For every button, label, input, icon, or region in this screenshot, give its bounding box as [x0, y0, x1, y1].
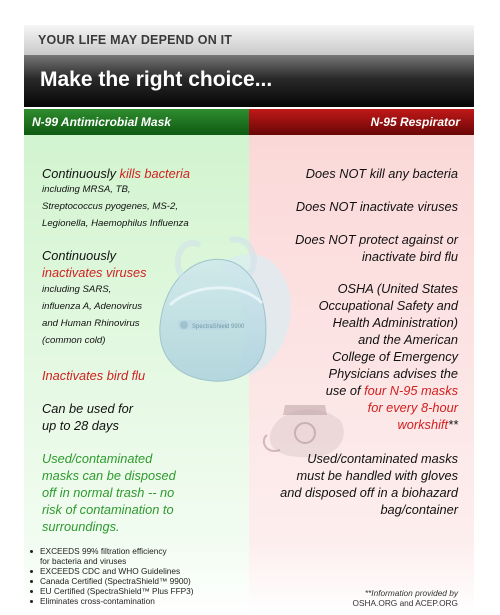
bullet-5: Eliminates cross-contamination	[40, 596, 155, 606]
kills-bacteria-highlight: kills bacteria	[119, 166, 190, 181]
bird-flu-line: Inactivates bird flu	[42, 368, 146, 383]
kills-detail-2: Streptococcus pyogenes, MS-2,	[42, 201, 178, 212]
inactivates-highlight: inactivates viruses	[42, 265, 147, 280]
kills-bacteria-line: Continuously kills bacteria	[42, 166, 190, 181]
inact-detail-4: (common cold)	[42, 335, 106, 346]
right-disposal-1: Used/contaminated masks	[307, 451, 458, 466]
no-viruses-line: Does NOT inactivate viruses	[295, 199, 458, 214]
mask-brand-text: SpectraShield 9900	[192, 324, 245, 330]
no-bacteria-line: Does NOT kill any bacteria	[305, 166, 458, 181]
footnote-2: OSHA.ORG and ACEP.ORG	[352, 598, 458, 608]
kills-detail-1: including MRSA, TB,	[42, 184, 131, 195]
inactivates-line1: Continuously	[42, 248, 116, 263]
four-masks-highlight: four N-95 masks	[364, 383, 458, 398]
left-disposal-2: masks can be disposed	[42, 468, 176, 483]
osha-9: workshift**	[397, 417, 458, 432]
no-birdflu-2: inactivate bird flu	[361, 249, 458, 264]
bullet-4: EU Certified (SpectraShield™ Plus FFP3)	[40, 586, 194, 596]
right-disposal-4: bag/container	[380, 502, 458, 517]
left-column-header	[24, 109, 249, 135]
no-birdflu-1: Does NOT protect against or	[295, 232, 458, 247]
osha-7: use of four N-95 masks	[325, 383, 458, 398]
tagline-band	[24, 25, 474, 56]
n99-mask-image	[150, 225, 310, 390]
kills-detail-3: Legionella, Haemophilus Influenza	[42, 218, 189, 229]
bullet-dot	[30, 590, 33, 593]
bullet-2: EXCEEDS CDC and WHO Guidelines	[40, 566, 181, 576]
bullet-dot	[30, 570, 33, 573]
bullet-dot	[30, 600, 33, 603]
inact-detail-1: including SARS,	[42, 284, 112, 295]
bullet-3: Canada Certified (SpectraShield™ 9900)	[40, 576, 191, 586]
osha-4: and the American	[358, 332, 458, 347]
osha-2: Occupational Safety and	[318, 298, 458, 313]
osha-5: College of Emergency	[332, 349, 458, 364]
osha-1: OSHA (United States	[337, 281, 458, 296]
use-days-2: up to 28 days	[42, 418, 119, 433]
title-band	[24, 55, 474, 107]
right-disposal-2: must be handled with gloves	[296, 468, 458, 483]
osha-3: Health Administration)	[332, 315, 458, 330]
bullet-1-line2: for bacteria and viruses	[40, 556, 127, 566]
osha-8: for every 8-hour	[367, 400, 458, 415]
footnote-1: **Information provided by	[364, 588, 458, 598]
inact-detail-3: and Human Rhinovirus	[42, 318, 140, 329]
right-heading: N-95 Respirator	[370, 115, 460, 129]
left-disposal-1: Used/contaminated	[42, 451, 153, 466]
bullet-dot	[30, 550, 33, 553]
left-heading: N-99 Antimicrobial Mask	[32, 115, 171, 129]
inact-detail-2: influenza A, Adenovirus	[42, 301, 143, 312]
tagline: YOUR LIFE MAY DEPEND ON IT	[38, 33, 233, 47]
left-disposal-3: off in normal trash -- no	[42, 485, 175, 500]
use-days-1: Can be used for	[42, 401, 134, 416]
bullet-1-line1: EXCEEDS 99% filtration efficiency	[40, 546, 167, 556]
left-disposal-4: risk of contamination to	[42, 502, 174, 517]
bullet-dot	[30, 580, 33, 583]
osha-6: Physicians advises the	[328, 366, 458, 381]
left-disposal-5: surroundings.	[42, 519, 120, 534]
right-column-header	[249, 109, 474, 135]
right-disposal-3: and disposed off in a biohazard	[280, 485, 458, 500]
page-title: Make the right choice...	[40, 68, 273, 91]
